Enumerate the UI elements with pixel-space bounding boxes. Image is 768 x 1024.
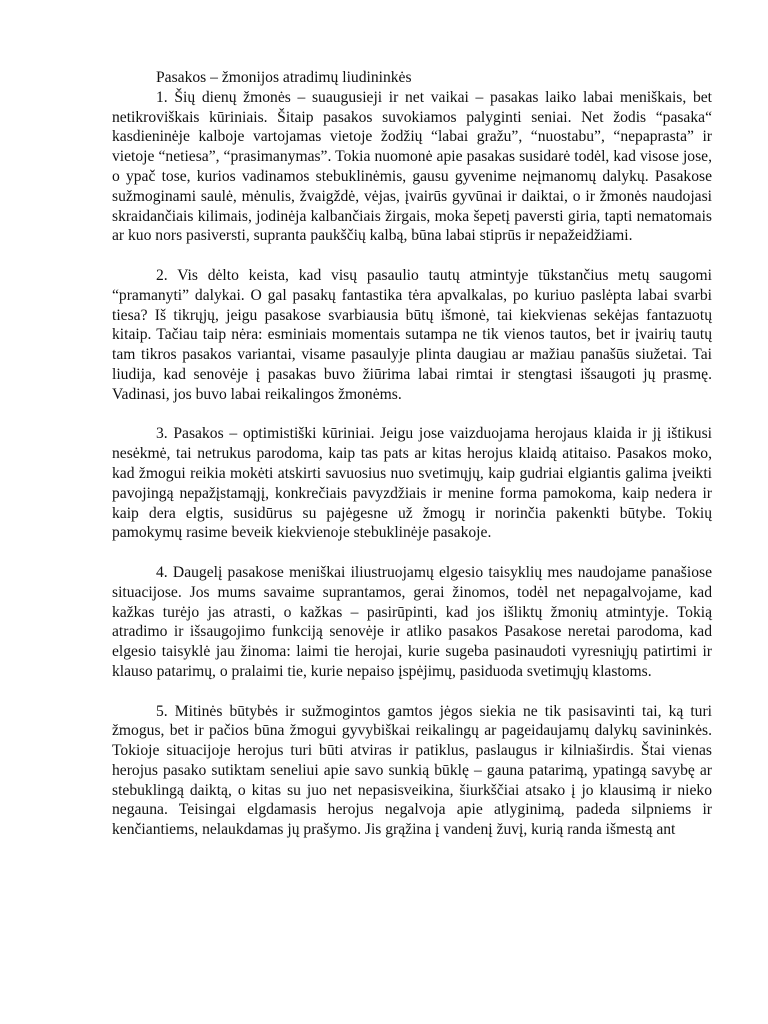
- paragraph-4: 4. Daugelį pasakose meniškai iliustruojamų elgesio taisyklių mes naudojame panašiose situacijose. Jos mums savaime suprantamos, gerai žinomos, todėl net nepagalvojame, kad kažkas turėjo jas atrasti, o kažkas – pasirūpinti, kad jos išliktų žmonių atmintyje. Tokią atradimo ir išsaugojimo funkciją senovėje ir atliko pasakos Pasakose neretai parodoma, kad elgesio taisyklė jau žinoma: laimi tie herojai, kurie sugeba pasinaudoti vyresniųjų patirtimi ir klauso patarimų, o pralaimi tie, kurie nepaiso įspėjimų, pasiduoda svetimųjų klastoms.: [112, 563, 712, 680]
- paragraph-3: 3. Pasakos – optimistiški kūriniai. Jeigu jose vaizduojama herojaus klaida ir jį ištikusi nesėkmė, tai netrukus parodoma, kaip tas pats ar kitas herojus klaidą atitaiso. Pasakos moko, kad žmogui reikia mokėti atskirti savuosius nuo svetimųjų, kaip gudriai elgiantis galima įveikti pavojingą nepažįstamąjį, konkrečiais pavyzdžiais ir menine forma pamokoma, kaip nedera ir kaip dera elgtis, susidūrus su pajėgesne už žmogų ir norinčia pakenkti būtybe. Tokių pamokymų rasime beveik kiekvienoje stebuklinėje pasakoje.: [112, 425, 712, 542]
- document-title: Pasakos – žmonijos atradimų liudininkės: [156, 69, 412, 86]
- document-body: [112, 68, 712, 840]
- paragraph-2: 2. Vis dėlto keista, kad visų pasaulio tautų atmintyje tūkstančius metų saugomi “pramanyti” dalykai. O gal pasakų fantastika tėra apvalkalas, po kuriuo paslėpta labai svarbi tiesa? Iš tikrųjų, jeigu pasakose svarbiausia būtų išmonė, tai kiekvienas sekėjas fantazuotų kitaip. Tačiau taip nėra: esminiais momentais sutampa ne tik vienos tautos, bet ir įvairių tautų tam tikros pasakos variantai, visame pasaulyje plinta daugiau ar mažiau panašūs siužetai. Tai liudija, kad senovėje į pasakas buvo žiūrima labai rimtai ir stengtasi išsaugoti jų prasmę. Vadinasi, jos buvo labai reikalingos žmonėms.: [112, 266, 712, 403]
- paragraph-1: 1. Šių dienų žmonės – suaugusieji ir net vaikai – pasakas laiko labai meniškais, bet netikroviškais kūriniais. Šitaip pasakos suvokiamos palyginti seniai. Net žodis “pasaka“ kasdieninėje kalboje vartojamas vietoje žodžių “labai gražu”, “nuostabu”, “nepaprasta” ir vietoje “netiesa”, “prasimanymas”. Tokia nuomonė apie pasakas susidarė todėl, kad visose jose, o ypač tose, kurios vadinamos stebuklinėmis, gausu gyvenime neįmanomų dalykų. Pasakose sužmoginami saulė, mėnulis, žvaigždė, vėjas, įvairūs gyvūnai ir daiktai, o ir žmonės naudojasi skraidančiais kilimais, jodinėja kalbančiais žirgais, moka šepetį paversti giria, tapti nematomais ar kuo nors pasiversti, supranta paukščių kalbą, būna labai stiprūs ir nepažeidžiami.: [112, 88, 712, 245]
- paragraph-5: 5. Mitinės būtybės ir sužmogintos gamtos jėgos siekia ne tik pasisavinti tai, ką turi žmogus, bet ir pačios būna žmogui gyvybiškai reikalingų ar pageidaujamų dalykų savininkės. Tokioje situacijoje herojus turi būti atviras ir patiklus, paslaugus ir kilniaširdis. Štai vienas herojus pasako sutiktam seneliui apie savo sunkią būklę – gauna patarimą, ypatingą savybę ar stebuklingą daiktą, o kitas su juo net nepasisveikina, šiurkščiai atsako į jo klausimą ir nieko negauna. Teisingai elgdamasis herojus negalvoja apie atlyginimą, padeda silpniems ir kenčiantiems, nelaukdamas jų prašymo. Jis grąžina į vandenį žuvį, kurią randa išmestą ant: [112, 702, 712, 839]
